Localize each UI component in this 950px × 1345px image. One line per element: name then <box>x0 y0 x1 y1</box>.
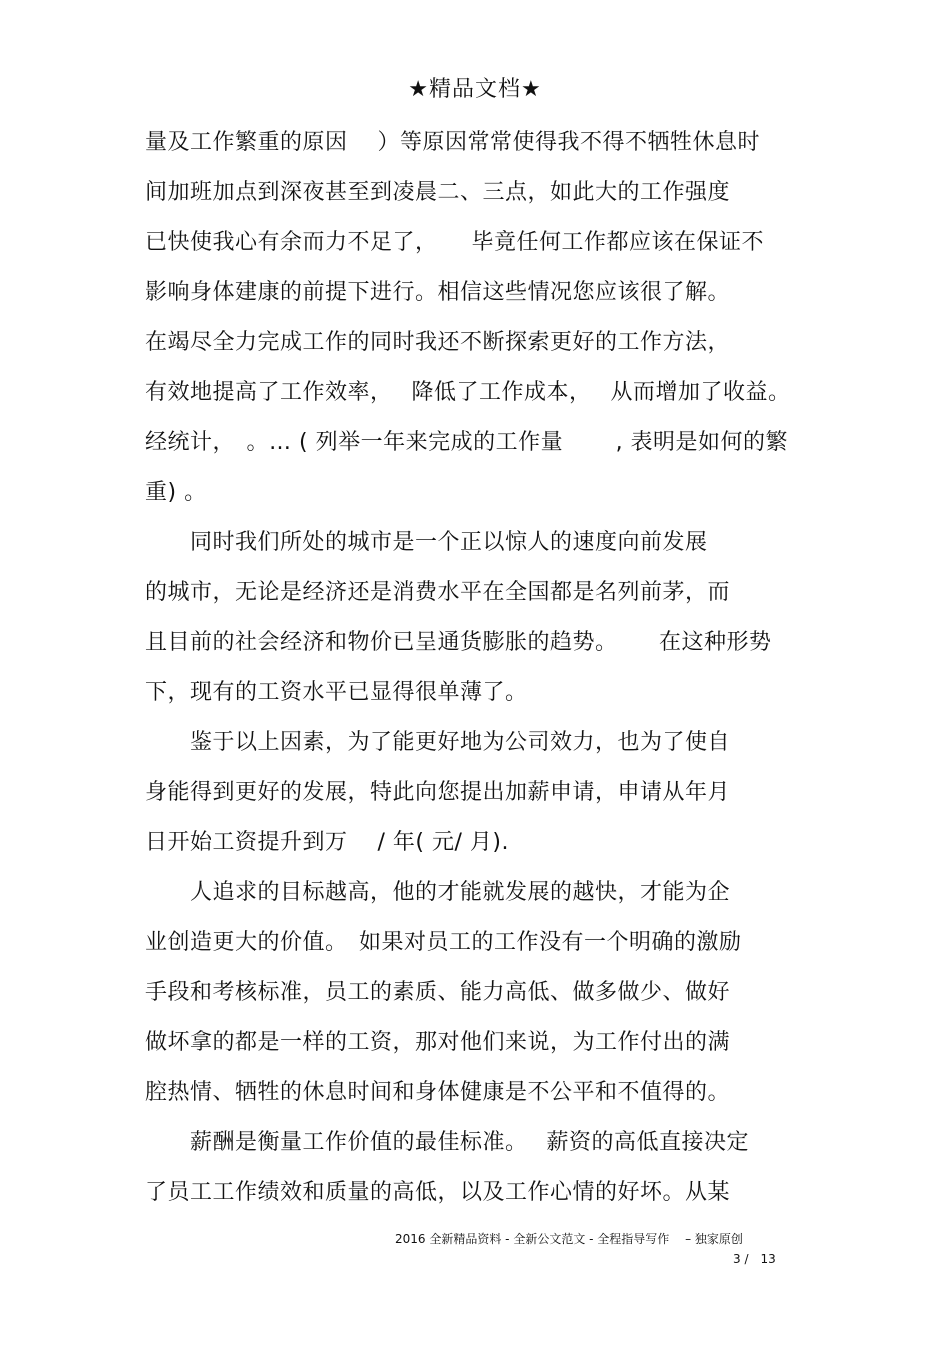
body-line: 重) 。 <box>145 480 207 505</box>
body-line: 且目前的社会经济和物价已呈通货膨胀的趋势。 在这种形势 <box>145 630 772 655</box>
body-line: 薪酬是衡量工作价值的最佳标准。 薪资的高低直接决定 <box>145 1130 749 1155</box>
body-line: 人追求的目标越高，他的才能就发展的越快，才能为企 <box>145 880 731 905</box>
body-line: 已快使我心有余而力不足了， 毕竟任何工作都应该在保证不 <box>145 230 765 255</box>
body-line: 在竭尽全力完成工作的同时我还不断探索更好的工作方法， <box>145 330 731 355</box>
body-line: 下，现有的工资水平已显得很单薄了。 <box>145 680 528 705</box>
body-line: 做坏拿的都是一样的工资，那对他们来说，为工作付出的满 <box>145 1030 731 1055</box>
body-line: 影响身体建康的前提下进行。相信这些情况您应该很了解。 <box>145 280 731 305</box>
body-line: 鉴于以上因素，为了能更好地为公司效力，也为了使自 <box>145 730 731 755</box>
body-line: 业创造更大的价值。 如果对员工的工作没有一个明确的激励 <box>145 930 742 955</box>
page-number: 3 / 13 <box>733 1252 776 1266</box>
body-line: 身能得到更好的发展，特此向您提出加薪申请，申请从年月 <box>145 780 731 805</box>
body-line: 有效地提高了工作效率， 降低了工作成本， 从而增加了收益。 <box>145 380 791 405</box>
body-line: 了员工工作绩效和质量的高低，以及工作心情的好坏。从某 <box>145 1180 731 1205</box>
body-line: 同时我们所处的城市是一个正以惊人的速度向前发展 <box>145 530 708 555</box>
body-line: 间加班加点到深夜甚至到凌晨二、三点，如此大的工作强度 <box>145 180 731 205</box>
body-line: 腔热情、牺牲的休息时间和身体健康是不公平和不值得的。 <box>145 1080 731 1105</box>
page-footer-text: 2016 全新精品资料 - 全新公文范文 - 全程指导写作 – 独家原创 <box>395 1232 743 1246</box>
body-line: 量及工作繁重的原因 ）等原因常常使得我不得不牺牲休息时 <box>145 130 760 155</box>
body-line: 日开始工资提升到万 / 年( 元/ 月). <box>145 830 509 855</box>
body-line: 的城市，无论是经济还是消费水平在全国都是名列前茅，而 <box>145 580 731 605</box>
body-line: 经统计， 。… ( 列举一年来完成的工作量 , 表明是如何的繁 <box>145 430 789 455</box>
page-header-title: ★精品文档★ <box>408 77 542 102</box>
body-line: 手段和考核标准，员工的素质、能力高低、做多做少、做好 <box>145 980 731 1005</box>
